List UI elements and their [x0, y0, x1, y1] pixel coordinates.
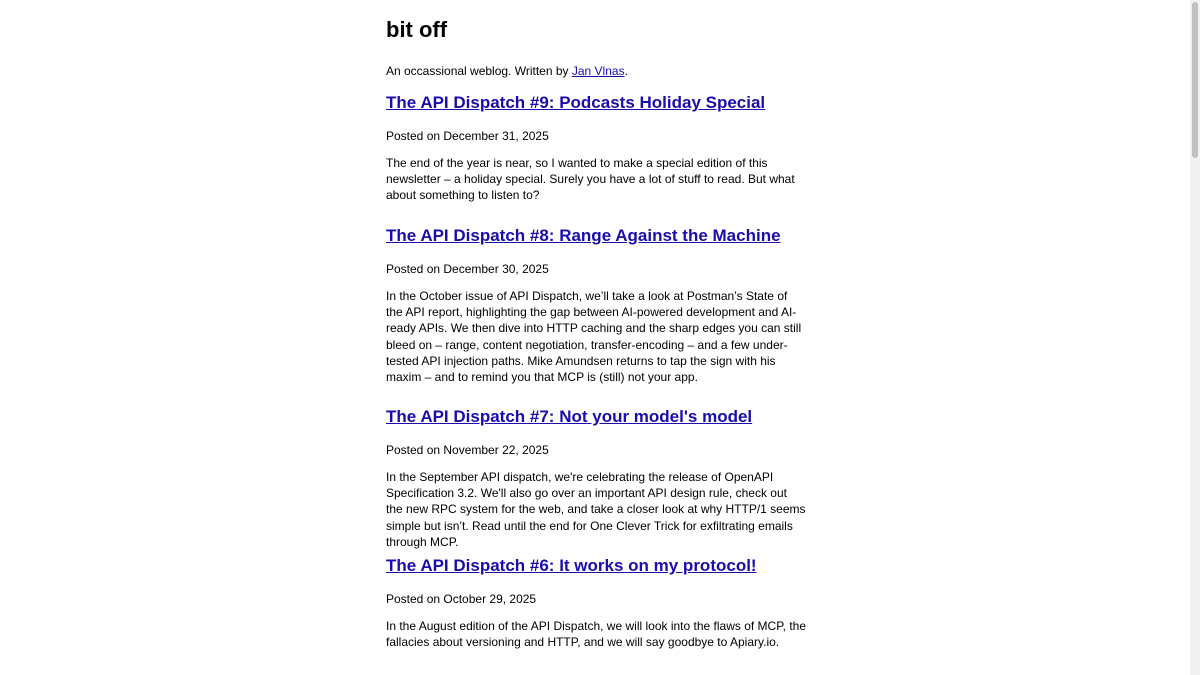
post-summary: In the October issue of API Dispatch, we’ll take a look at Postman’s State of the API report, highlighting the gap between AI-powered development and AI-ready APIs. We then dive into HTTP caching and the sharp edges you can still bleed on – range, content negotiation, transfer-encoding – and a few under-tested API injection paths. Mike Amundsen returns to tap the sign with his maxim – and to remind you that MCP is (still) not your app. — [386, 289, 802, 385]
tagline — [386, 63, 806, 79]
post-title — [386, 406, 752, 428]
post-summary: In the September API dispatch, we're celebrating the release of OpenAPI Specification 3.2. We'll also go over an important API design rule, check out the new RPC system for the web, and take a closer look at why HTTP/1 seems simple but isn’t. Read until the end for One Clever Trick for exfiltrating emails through MCP. — [386, 470, 806, 549]
post-date: Posted on December 30, 2025 — [386, 262, 549, 276]
post-summary: In the August edition of the API Dispatch, we will look into the flaws of MCP, the fallacies about versioning and HTTP, and we will say goodbye to Apiary.io. — [386, 619, 807, 650]
post-title-link[interactable]: The API Dispatch #7: Not your model's model — [386, 407, 753, 426]
vertical-scrollbar[interactable] — [1190, 0, 1200, 675]
post-title — [386, 555, 757, 577]
post-date: Posted on October 29, 2025 — [386, 592, 537, 606]
site-title: bit off — [386, 17, 448, 42]
author-link[interactable]: Jan Vlnas — [571, 64, 625, 78]
post-title — [386, 225, 781, 247]
page-content — [386, 0, 807, 650]
post-summary: The end of the year is near, so I wanted to make a special edition of this newsletter – a holiday special. Surely you have a lot of stuff to read. But what about something to listen to? — [386, 156, 795, 203]
post-date: Posted on November 22, 2025 — [386, 443, 549, 457]
tagline-text: An occassional weblog. Written by — [386, 64, 572, 78]
tagline-suffix: . — [624, 64, 628, 78]
post-title-link[interactable]: The API Dispatch #8: Range Against the Machine — [386, 226, 781, 245]
post-date: Posted on December 31, 2025 — [386, 129, 549, 143]
scrollbar-thumb[interactable] — [1192, 2, 1198, 158]
post-title — [386, 92, 765, 114]
post-title-link[interactable]: The API Dispatch #6: It works on my protocol! — [386, 556, 757, 575]
post-title-link[interactable]: The API Dispatch #9: Podcasts Holiday Special — [386, 93, 766, 112]
